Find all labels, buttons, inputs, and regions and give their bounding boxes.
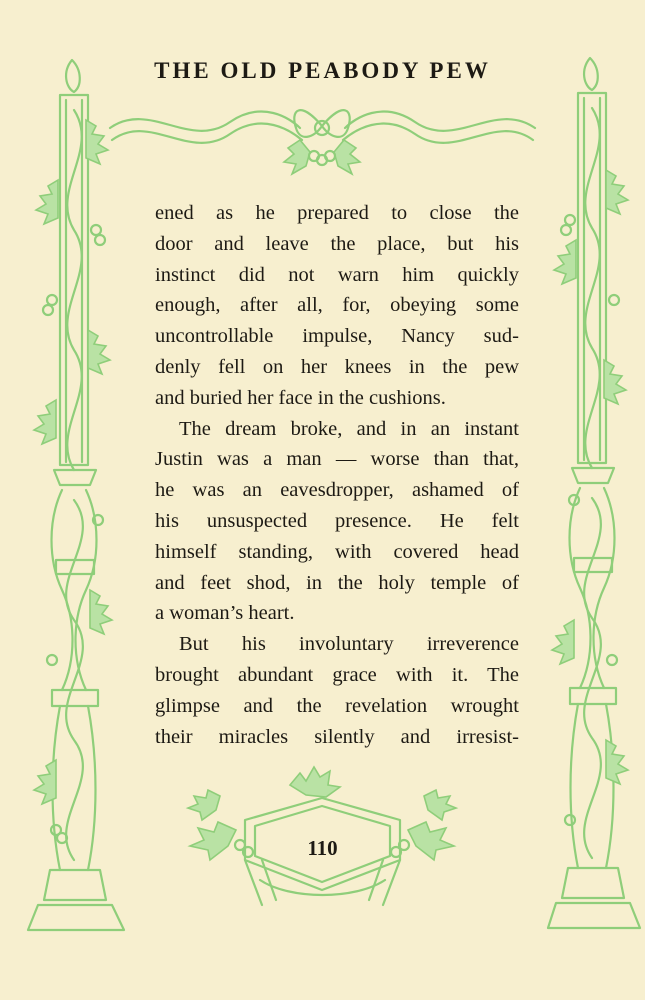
running-title: THE OLD PEABODY PEW bbox=[154, 58, 491, 83]
text-line: glimpse and the revelation wrought bbox=[155, 694, 519, 717]
text-line: But his involuntary irreverence bbox=[179, 633, 519, 656]
top-ribbon-garland bbox=[110, 110, 535, 174]
text-line: their miracles silently and irresist- bbox=[155, 725, 519, 748]
text-line: his unsuspected presence. He felt bbox=[155, 509, 519, 532]
text-line: denly fell on her knees in the pew bbox=[155, 355, 519, 378]
text-line: and feet shod, in the holy temple of bbox=[155, 571, 519, 594]
right-candle-ornament bbox=[548, 58, 640, 928]
body-text bbox=[155, 198, 519, 752]
text-line: door and leave the place, but his bbox=[155, 232, 519, 255]
text-line: he was an eavesdropper, ashamed of bbox=[155, 479, 519, 502]
text-line: The dream broke, and in an instant bbox=[179, 417, 519, 440]
text-line: a woman’s heart. bbox=[155, 602, 295, 625]
text-line: brought abundant grace with it. The bbox=[155, 663, 519, 686]
left-candle-ornament bbox=[28, 60, 124, 930]
text-line: himself standing, with covered head bbox=[155, 540, 519, 563]
text-line: ened as he prepared to close the bbox=[155, 202, 519, 224]
text-line: uncontrollable impulse, Nancy sud- bbox=[155, 325, 519, 348]
text-line: enough, after all, for, obeying some bbox=[155, 294, 519, 317]
text-line: Justin was a man — worse than that, bbox=[155, 448, 519, 471]
page-number: 110 bbox=[307, 836, 338, 860]
text-line: and buried her face in the cushions. bbox=[155, 386, 446, 409]
text-line: instinct did not warn him quickly bbox=[155, 263, 519, 286]
